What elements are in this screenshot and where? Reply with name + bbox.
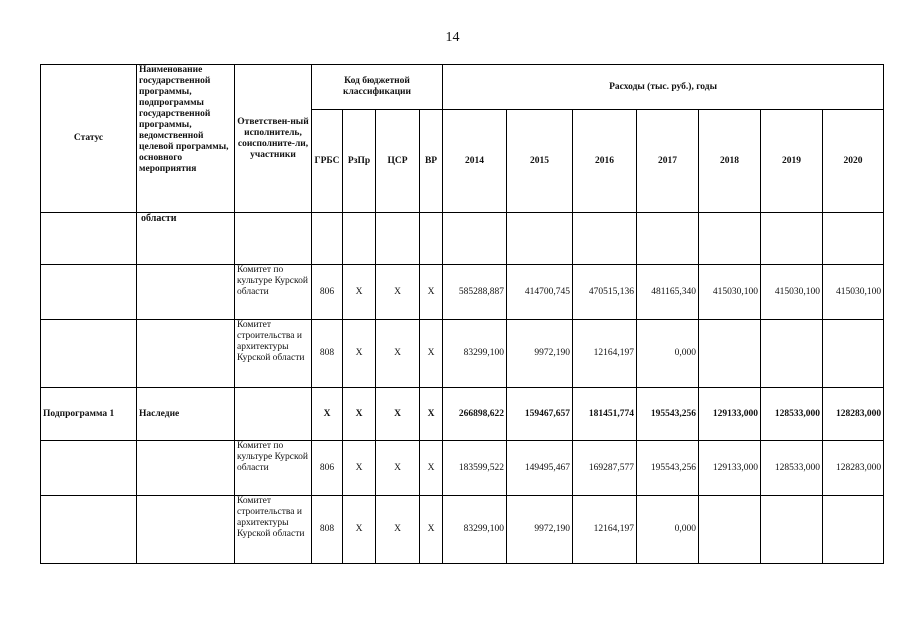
cell-name xyxy=(137,496,235,564)
cell-2016: 470515,136 xyxy=(573,265,637,320)
cell-csr: Х xyxy=(376,496,420,564)
table-row xyxy=(41,441,884,496)
cell-grbs xyxy=(312,213,343,265)
cell-vr xyxy=(420,213,443,265)
table-row xyxy=(41,388,884,441)
cell-vr: Х xyxy=(420,265,443,320)
header-year-2017: 2017 xyxy=(637,110,699,213)
cell-rzpr: Х xyxy=(343,496,376,564)
cell-2014 xyxy=(443,213,507,265)
cell-2016: 12164,197 xyxy=(573,496,637,564)
header-name: Наименование государственной программы, подпрограммы государственной программы, ведомственной целевой программы, основного мероприятия xyxy=(137,65,235,213)
page-number: 14 xyxy=(445,30,460,45)
cell-vr: Х xyxy=(420,441,443,496)
cell-2018: 415030,100 xyxy=(699,265,761,320)
cell-2017: 195543,256 xyxy=(637,441,699,496)
header-grbs: ГРБС xyxy=(312,110,343,213)
header-year-2014: 2014 xyxy=(443,110,507,213)
cell-2016: 181451,774 xyxy=(573,388,637,441)
cell-rzpr xyxy=(343,213,376,265)
cell-2017: 0,000 xyxy=(637,320,699,388)
header-row-top xyxy=(41,65,884,110)
table-row xyxy=(41,496,884,564)
header-year-2015: 2015 xyxy=(507,110,573,213)
cell-2015: 9972,190 xyxy=(507,496,573,564)
header-responsible: Ответствен-ный исполнитель, соисполните-ли, участники xyxy=(235,65,312,213)
cell-2019: 128533,000 xyxy=(761,388,823,441)
cell-2017 xyxy=(637,213,699,265)
cell-2015: 159467,657 xyxy=(507,388,573,441)
cell-2017: 195543,256 xyxy=(637,388,699,441)
cell-vr: Х xyxy=(420,320,443,388)
table-row xyxy=(41,213,884,265)
cell-2019 xyxy=(761,496,823,564)
cell-2014: 183599,522 xyxy=(443,441,507,496)
cell-2019 xyxy=(761,213,823,265)
cell-2017: 481165,340 xyxy=(637,265,699,320)
cell-status xyxy=(41,265,137,320)
budget-table xyxy=(40,64,884,564)
cell-rzpr: Х xyxy=(343,320,376,388)
cell-2018 xyxy=(699,213,761,265)
cell-name: области xyxy=(137,213,235,265)
cell-2020: 415030,100 xyxy=(823,265,884,320)
cell-csr: Х xyxy=(376,265,420,320)
cell-2016: 169287,577 xyxy=(573,441,637,496)
header-year-2019: 2019 xyxy=(761,110,823,213)
cell-2015 xyxy=(507,213,573,265)
cell-2018 xyxy=(699,496,761,564)
cell-2015: 149495,467 xyxy=(507,441,573,496)
cell-grbs: 806 xyxy=(312,441,343,496)
cell-2019: 128533,000 xyxy=(761,441,823,496)
cell-grbs: 808 xyxy=(312,320,343,388)
cell-2015: 9972,190 xyxy=(507,320,573,388)
cell-name xyxy=(137,320,235,388)
cell-csr: Х xyxy=(376,441,420,496)
cell-vr: Х xyxy=(420,496,443,564)
cell-responsible xyxy=(235,213,312,265)
cell-responsible xyxy=(235,388,312,441)
cell-csr xyxy=(376,213,420,265)
table-row xyxy=(41,265,884,320)
header-year-2018: 2018 xyxy=(699,110,761,213)
cell-status xyxy=(41,320,137,388)
header-expenses: Расходы (тыс. руб.), годы xyxy=(443,65,884,110)
cell-responsible: Комитет по культуре Курской области xyxy=(235,441,312,496)
header-budget-code: Код бюджетной классификации xyxy=(312,65,443,110)
cell-2018: 129133,000 xyxy=(699,388,761,441)
cell-2020 xyxy=(823,496,884,564)
cell-2019 xyxy=(761,320,823,388)
cell-responsible: Комитет строительства и архитектуры Курской области xyxy=(235,496,312,564)
cell-csr: Х xyxy=(376,388,420,441)
cell-2016 xyxy=(573,213,637,265)
cell-responsible: Комитет строительства и архитектуры Курской области xyxy=(235,320,312,388)
cell-2016: 12164,197 xyxy=(573,320,637,388)
cell-rzpr: Х xyxy=(343,388,376,441)
cell-vr: Х xyxy=(420,388,443,441)
cell-2018 xyxy=(699,320,761,388)
cell-2015: 414700,745 xyxy=(507,265,573,320)
cell-2014: 585288,887 xyxy=(443,265,507,320)
cell-status xyxy=(41,496,137,564)
cell-2020: 128283,000 xyxy=(823,441,884,496)
cell-grbs: 806 xyxy=(312,265,343,320)
cell-2018: 129133,000 xyxy=(699,441,761,496)
cell-2019: 415030,100 xyxy=(761,265,823,320)
cell-2020 xyxy=(823,213,884,265)
cell-2014: 83299,100 xyxy=(443,496,507,564)
cell-2020: 128283,000 xyxy=(823,388,884,441)
cell-csr: Х xyxy=(376,320,420,388)
cell-rzpr: Х xyxy=(343,265,376,320)
cell-name: Наследие xyxy=(137,388,235,441)
cell-grbs: Х xyxy=(312,388,343,441)
cell-2014: 266898,622 xyxy=(443,388,507,441)
cell-grbs: 808 xyxy=(312,496,343,564)
cell-status xyxy=(41,213,137,265)
header-csr: ЦСР xyxy=(376,110,420,213)
cell-name xyxy=(137,265,235,320)
cell-status: Подпрограмма 1 xyxy=(41,388,137,441)
header-vr: ВР xyxy=(420,110,443,213)
header-status: Статус xyxy=(41,65,137,213)
cell-name xyxy=(137,441,235,496)
table-row xyxy=(41,320,884,388)
cell-responsible: Комитет по культуре Курской области xyxy=(235,265,312,320)
header-rzpr: РзПр xyxy=(343,110,376,213)
cell-2020 xyxy=(823,320,884,388)
cell-status xyxy=(41,441,137,496)
header-year-2020: 2020 xyxy=(823,110,884,213)
cell-rzpr: Х xyxy=(343,441,376,496)
cell-2017: 0,000 xyxy=(637,496,699,564)
header-year-2016: 2016 xyxy=(573,110,637,213)
cell-2014: 83299,100 xyxy=(443,320,507,388)
